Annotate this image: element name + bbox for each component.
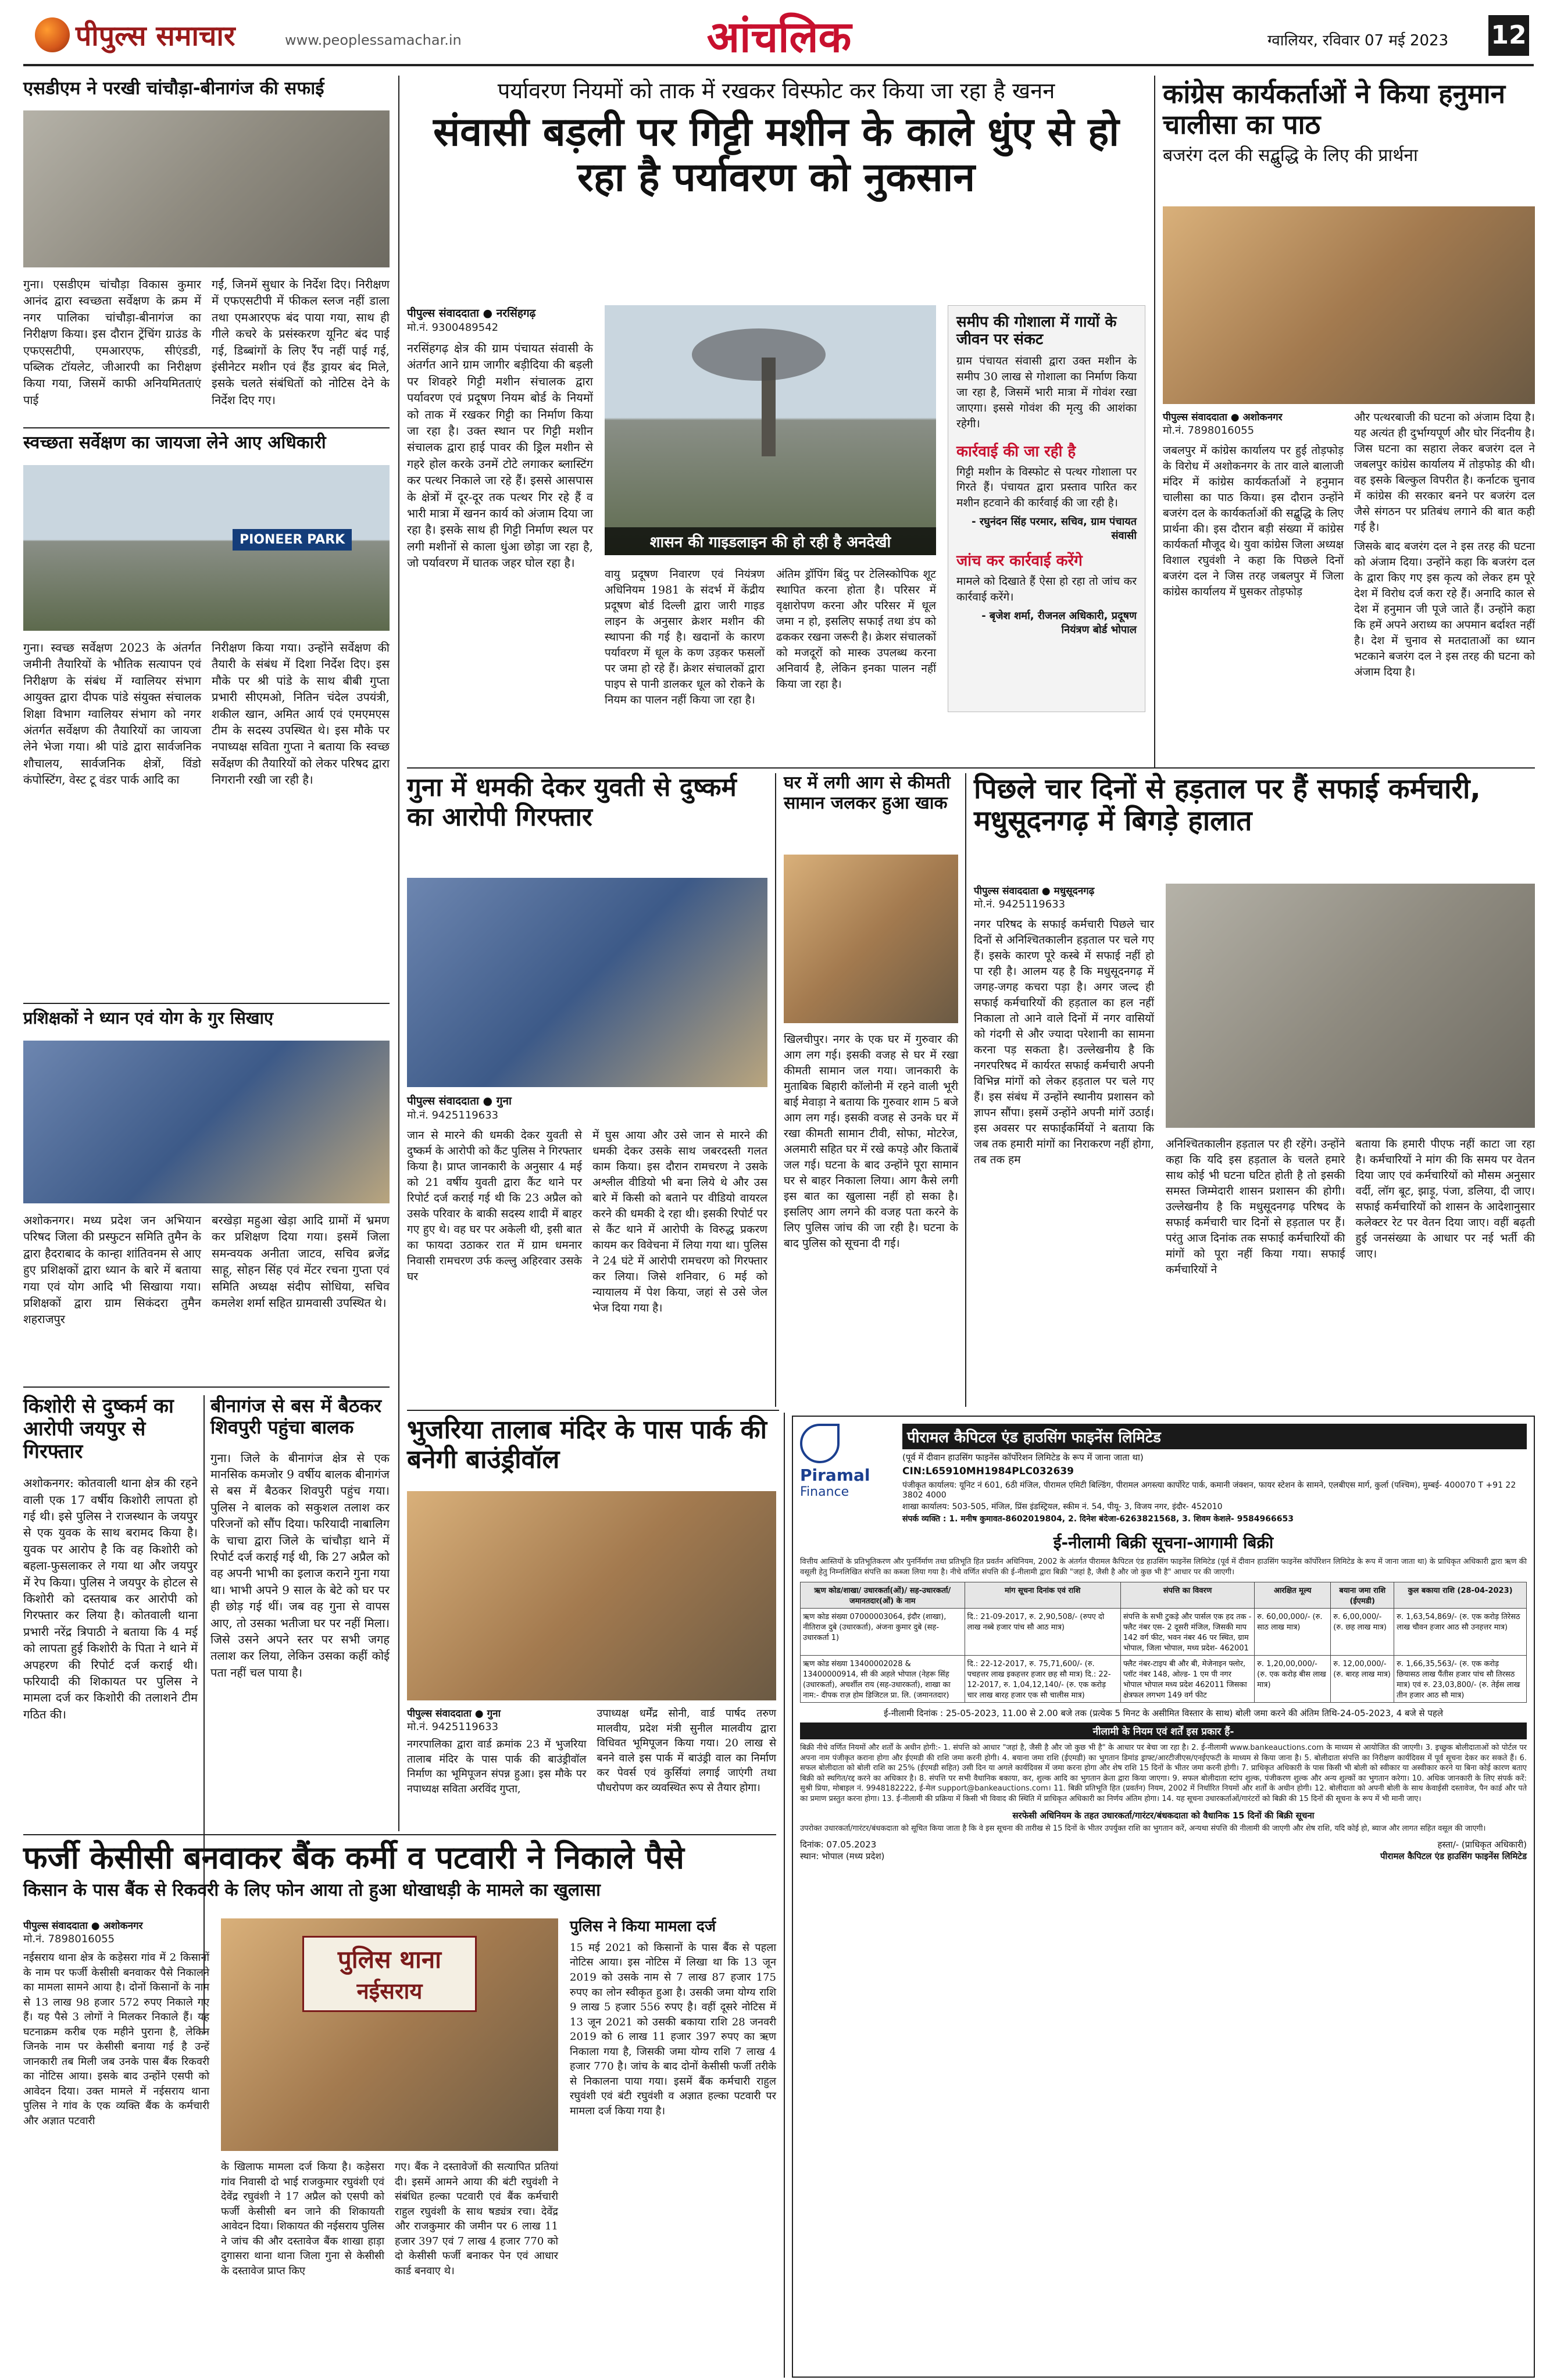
- quote1-name: - रघुनंदन सिंह परमार, सचिव, ग्राम पंचायत संवासी: [972, 516, 1137, 542]
- photo-sign-line2: नईसराय: [356, 1978, 423, 2004]
- story-guna: [407, 773, 767, 1407]
- ad-table-header: ऋण कोड/शाखा/ उधारकर्ता(ओं)/ सह-उधारकर्ता/ जमानतदार(ओं) के नाम: [801, 1582, 965, 1609]
- piramal-logo-subtext: Finance: [800, 1485, 849, 1499]
- horizontal-divider: [407, 1410, 779, 1411]
- table-cell: रु. 1,66,35,563/- (रु. एक करोड़ छियासठ लाख पैंतीस हजार पांच सौ तिरसठ मात्र) एवं रु. 23,03,800/- (रु. तेईस लाख तीन हजार आठ सौ मात्र): [1394, 1656, 1527, 1703]
- story-photo: [784, 855, 958, 1023]
- ad-table-header: मांग सूचना दिनांक एवं राशि: [965, 1582, 1120, 1609]
- story-photo: [221, 1918, 558, 2151]
- ad-signatory1: हस्ता/- (प्राधिकृत अधिकारी): [1437, 1839, 1527, 1850]
- story-byline: पीपुल्स संवाददाता ● मधुसूदनगढ़: [974, 885, 1095, 897]
- story-photo: [407, 878, 767, 1087]
- piramal-logo: [800, 1424, 893, 1499]
- masthead-logo[interactable]: पीपुल्स समाचार: [76, 20, 235, 52]
- story-body: गुना। जिले के बीनागंज क्षेत्र से एक मानसिक कमजोर 9 वर्षीय बालक बीनागंज से बस में बैठकर शिवपुरी पहुंच गया। पुलिस ने बालक को सकुशल तलाश कर परिजनों को सौंप दिया। फरियादी नाबालिग के चाचा द्वारा जिले के चांचौड़ा थाने में रिपोर्ट दर्ज कराई गई थी, कि 27 अप्रैल को वह अपनी भाभी का इलाज कराने गुना गया था। भाभी अपने 9 साल के बेटे को घर पर ही छोड़ गई थीं। जब वह गुना से वापस आए, तो उसका भतीजा घर पर नहीं मिला। जिसे उसने अपने स्तर पर सभी जगह तलाश कर लिया, लेकिन उसका कहीं कोई पता नहीं चल पाया है।: [210, 1450, 390, 1679]
- table-cell: दि.: 21-09-2017, रु. 2,90,508/- (रुपए दो लाख नब्बे हजार पांच सौ आठ मात्र): [965, 1609, 1120, 1656]
- ad-address2: शाखा कार्यालय: 503-505, मंजिल, प्रिंस इंडस्ट्रियल, स्कीम नं. 54, पीयू- 3, विजय नगर, इंदौर- 452010: [902, 1502, 1223, 1511]
- ad-place: स्थान: भोपाल (मध्य प्रदेश): [800, 1850, 885, 1861]
- table-cell: रु. 1,63,54,869/- (रु. एक करोड़ तिरेसठ लाख चौवन हजार आठ सौ उनहत्तर मात्र): [1394, 1609, 1527, 1656]
- lead-body-col3: अंतिम ड्रॉपिंग बिंदु पर टेलिस्कोपिक शूट स्थापित करना होता है। परिसर में वृक्षारोपण करना और परिसर में धूल जमा न हो, इसलिए सफाई तथा डंप को ढककर रखना जरूरी है। क्रेशर संचालकों को मजदूरों को मास्क उपलब्ध करना अनिवार्य है, लेकिन इनका पालन नहीं किया जा रहा है।: [776, 568, 936, 691]
- story-body: अशोकनगर: कोतवाली थाना क्षेत्र की रहने वाली एक 17 वर्षीय किशोरी लापता हो गई थी। इसे पुलिस ने राजस्थान के जयपुर से एक युवक के साथ बरामद किया है। युवक पर आरोप है कि वह किशोरी को बहला-फुसलाकर ले गया था और जयपुर में रेप किया। पुलिस ने जयपुर के होटल से किशोरी को दस्तयाब कर आरोपी को गिरफ्तार कर लिया है। कोतवाली थाना प्रभारी नरेंद्र त्रिपाठी ने बताया कि 4 मई को लापता हुई किशोरी के पिता ने थाने में अपहरण की रिपोर्ट दर्ज कराई थी। फरियादी की शिकायत पर पुलिस ने मामला दर्ज कर किशोरी की तलाशने टीम गठित की।: [23, 1476, 198, 1721]
- ad-table-header: बयाना जमा राशि (ईएमडी): [1331, 1582, 1394, 1609]
- story-gwalior: [23, 433, 390, 1003]
- story-body-col1: गुना। एसडीएम चांचौड़ा विकास कुमार आनंद द्वारा स्वच्छता सर्वेक्षण के क्रम में नगर पालिका चांचौड़ा-बीनागंज का निरीक्षण किया। इस दौरान ट्रेंचिंग ग्राउंड के एफएसटीपी, एमआरएफ, सीएंडडी, पब्लिक टॉयलेट, जीआरपी का निरीक्षण किया गया, जिसमें काफी अनियमितताएं पाई: [23, 277, 201, 407]
- lead-body-col2: वायु प्रदूषण निवारण एवं नियंत्रण अधिनियम 1981 के संदर्भ में केंद्रीय प्रदूषण बोर्ड दिल्ली द्वारा जारी गाइड लाइन के अनुसार क्रेशर मशीन की स्थापना की गई है। खदानों के कारण पर्यावरण में धूल के कण उड़कर फसलों पर जमा हो रहे हैं। क्रेशर संचालकों द्वारा पाइप से पानी डालकर धूल को रोकने के नियम का पालन नहीं किया जा रहा है।: [605, 568, 765, 706]
- table-row: [801, 1609, 1527, 1656]
- story-body-col1: नगरपालिका द्वारा वार्ड क्रमांक 23 में भुजरिया तालाब मंदिर के पास पार्क की बाउंड्रीवॉल निर्माण का भूमिपूजन संपन्न हुआ। इस मौके पर नपाध्यक्ष सविता अरविंद गुप्ता,: [407, 1738, 587, 1795]
- story-photo: [1163, 206, 1535, 404]
- ad-title: पीरामल कैपिटल एंड हाउसिंग फाइनेंस लिमिटेड: [902, 1424, 1527, 1449]
- photo-sign: PIONEER PARK: [233, 529, 352, 551]
- lead-sidebar: [948, 305, 1145, 712]
- masthead-dateline: ग्वालियर, रविवार 07 मई 2023: [1267, 32, 1449, 49]
- sidebar-body: ग्राम पंचायत संवासी द्वारा उक्त मशीन के समीप 30 लाख से गोशाला का निर्माण किया जा रहा है, जिसमें भारी मात्रा में गोवंश रखा जाएगा। इससे गोवंश की मृत्यु की आशंका रहेगी।: [956, 354, 1137, 430]
- ad-piramal: [792, 1416, 1535, 2378]
- story-yoga: [23, 1009, 390, 1386]
- story-body: खिलचीपुर। नगर के एक घर में गुरुवार की आग लग गई। इसकी वजह से घर में रखा कीमती सामान जल गया। जानकारी के मुताबिक बिहारी कॉलोनी में रहने वाली भूरी बाई मेवाड़ा ने बताया कि गुरुवार शाम 5 बजे आग लग गई। इसकी वजह से उनके घर में रखा कीमती सामान टीवी, सोफा, मोटरेज, अलमारी सहित घर में रखे कपड़े और किताबें जल गई। घटना के बाद उन्होंने पूरा सामान घर से बाहर निकाला लिया। आग कैसे लगी इस बात का खुलासा नहीं हो सका है। इसलिए आग लगने की वजह पता करने के लिए पुलिस जांच की जा रही है। घटना के बाद पुलिस को सूचना दी गई।: [784, 1033, 958, 1250]
- story-mobile: मो.नं. 9425119633: [974, 898, 1066, 910]
- story-photo: [23, 1041, 390, 1203]
- page-number: 12: [1488, 15, 1529, 56]
- story-body-col3: गए। बैंक ने दस्तावेजों की सत्यापित प्रतियां दी। इसमें आमने आया की बंटी रघुवंशी ने संबंधित हल्का पटवारी एवं बैंक कर्मचारी राहुल रघुवंशी के साथ षड्यंत्र रचा। देवेंद्र और राजकुमार की जमीन पर 6 लाख 11 हजार 397 एवं 7 लाख 4 हजार 770 को दो केसीसी फर्जी बनाकर पेन एवं आधार कार्ड बनवाए थे।: [395, 2161, 558, 2277]
- lead-mobile: मो.नं. 9300489542: [407, 321, 499, 334]
- ad-terms-heading: नीलामी के नियम एवं शर्तें इस प्रकार हैं-: [800, 1723, 1527, 1739]
- divider: [23, 1386, 390, 1388]
- table-cell: दि.: 22-12-2017, रु. 75,71,600/- (रु. पचहत्तर लाख इकहत्तर हजार छह सौ मात्र) दि.: 22-12-2017, रु. 1,04,12,140/- (रु. एक करोड़ चार लाख बारह हजार एक सौ चालीस मात्र): [965, 1656, 1120, 1703]
- story-body-col1: अशोकनगर। मध्य प्रदेश जन अभियान परिषद जिला की प्रस्फुटन समिति तुमैन के द्वारा हैदराबाद के कान्हा शांतिवनम से आए हुए प्रशिक्षकों द्वारा ध्यान के बारे में बताया गया एवं योग आदि भी सिखाया गया। प्रशिक्षकों द्वारा ग्राम सिकंदरा तुमैन शहराजपुर: [23, 1213, 201, 1327]
- ad-table-header: कुल बकाया राशि (28-04-2023): [1394, 1582, 1527, 1609]
- quote2-text: मामले को दिखाते हैं ऐसा हो रहा तो जांच कर कार्रवाई करेंगे।: [956, 575, 1137, 604]
- story-headline: स्वच्छता सर्वेक्षण का जायजा लेने आए अधिकारी: [23, 433, 326, 453]
- story-body-col2: जिसके बाद बजरंग दल ने इस तरह की घटना को अंजाम दिया। उन्होंने कहा कि बजरंग दल के द्वारा किए गए इस कृत्य को लेकर हम पूरे देश में विरोध दर्ज करा रहे हैं। अनादि काल से देश में हनुमान जी पूजे जाते हैं। उन्होंने कहा कि हमें अपने अराध्य का अपमान बर्दाश्त नहीं है। देश में चुनाव से मतदाताओं का ध्यान भटकाने बजरंग दल ने इस तरह की घटना को अंजाम दिया है।: [1354, 539, 1535, 678]
- story-chanchoda: [23, 78, 390, 421]
- story-headline: एसडीएम ने परखी चांचौड़ा-बीनागंज की सफाई: [23, 78, 324, 99]
- table-row: [801, 1656, 1527, 1703]
- column-divider: [965, 773, 966, 1407]
- masthead-website[interactable]: www.peoplessamachar.in: [285, 32, 462, 48]
- lead-body-col1: नरसिंहगढ़ क्षेत्र की ग्राम पंचायत संवासी के अंतर्गत आने ग्राम जागीर बड़ीदिया की बड़ली पर शिवहरे गिट्टी मशीन संचालक द्वारा पर्यावरण एवं प्रदूषण नियम बोर्ड के नियमों को ताक में रखकर गिट्टी का निर्माण किया जा रहा है। उक्त स्थान पर गिट्टी मशीन संचालक द्वारा हाई पावर की ड्रिल मशीन से गहरे होल करके उनमें टोटे लगाकर ब्लास्टिंग कर पत्थर निकाले जा रहे हैं। इससे आसपास के क्षेत्रों में दूर-दूर तक पत्थर गिर रहे हैं व भारी मात्रा में खनन कार्य को अंजाम दिया जा रहा है। इसके साथ ही गिट्टी निर्माण स्थल पर लगी मशीनों से काला धुंआ छोड़ा जा रहा है, जो पर्यावरण में घातक जहर घोल रहा है।: [407, 341, 593, 570]
- story-body-col2: उपाध्यक्ष धर्मेंद्र सोनी, वार्ड पार्षद तरुण मालवीय, प्रदेश मंत्री सुनील मालवीय द्वारा विधिवत भूमिपूजन किया गया। 20 लाख से बनने वाले इस पार्क में बाउंड्री वाल का निर्माण कर पेवर्स एवं कुर्सियां लगाई जाएंगी तथा पौधरोपण कर व्यवस्थित रूप से तैयार होगा।: [597, 1707, 776, 1794]
- table-cell: रु. 1,20,00,000/- (रु. एक करोड़ बीस लाख मात्र): [1255, 1656, 1331, 1703]
- ad-date: दिनांक: 07.05.2023: [800, 1839, 877, 1850]
- ad-auction-line: ई-नीलामी दिनांक : 25-05-2023, 11.00 से 2.00 बजे तक (प्रत्येक 5 मिनट के असीमित विस्तार के साथ) बोली जमा करने की अंतिम तिथि-24-05-2023, 4 बजे से पहले: [884, 1708, 1443, 1719]
- table-cell: संपत्ति के सभी टुकड़े और पार्सल एक हद तक - फ्लैट नंबर एस- 2 दूसरी मंजिल, जिसकी माप 142 वर्ग फीट, भवन नंबर 46 पर स्थित, ग्राम भोपाल, जिला भोपाल, मध्य प्रदेश- 462001: [1120, 1609, 1254, 1656]
- story-headline: प्रशिक्षकों ने ध्यान एवं योग के गुर सिखाए: [23, 1008, 274, 1028]
- quote2-heading: जांच कर कार्रवाई करेंगे: [956, 552, 1083, 570]
- story-byline: पीपुल्स संवाददाता ● गुना: [407, 1708, 501, 1720]
- story-body-col3: बताया कि हमारी पीएफ नहीं काटा जा रहा है। कर्मचारियों ने मांग की कि समय पर वेतन दिया जाए एवं कर्मचारियों को मौसम अनुसार वर्दी, लॉग बूट, झाड़ू, पंजा, डलिया, दी जाए। सफाई कर्मचारियों को शासन के आदेशानुसार कलेक्टर रेट पर वेतन दिया जाए। वहीं बढ़ती हुई जनसंख्या के आधार पर नई भर्ती की जाए।: [1355, 1138, 1535, 1260]
- ad-footer-note: सरफेसी अधिनियम के तहत उधारकर्ता/गारंटर/बंधकदाता को वैधानिक 15 दिनों की बिक्री सूचना: [1012, 1810, 1315, 1821]
- story-body-col1: जबलपुर में कांग्रेस कार्यालय पर हुई तोड़फोड़ के विरोध में अशोकनगर के तार वाले बालाजी मंदिर में कांग्रेस कार्यकर्ताओं ने हनुमान चालीसा का पाठ किया। इस दौरान उन्होंने बजरंग दल के कार्यकर्ताओं की सद्बुद्धि के लिए प्रार्थना की। इस दौरान बड़ी संख्या में कांग्रेस कार्यकर्ता मौजूद थे। युवा कांग्रेस जिला अध्यक्ष विशाल रघुवंशी ने कहा कि पिछले दिनों बजरंग दल ने जिस तरह जबलपुर में जिला कांग्रेस कार्यालय में घुसकर तोड़फोड़: [1163, 444, 1344, 598]
- lead-kicker: पर्यावरण नियमों को ताक में रखकर विस्फोट कर किया जा रहा है खनन: [497, 78, 1055, 103]
- story-mobile: मो.नं. 9425119633: [407, 1109, 499, 1121]
- horizontal-divider: [407, 767, 1535, 769]
- horizontal-divider: [23, 1834, 776, 1835]
- story-headline: किशोरी से दुष्कर्म का आरोपी जयपुर से गिरफ्तार: [23, 1395, 174, 1464]
- table-cell: रु. 12,00,000/- (रु. बारह लाख मात्र): [1331, 1656, 1394, 1703]
- story-body-col2: में घुस आया और उसे जान से मारने की धमकी देकर उसके साथ जबरदस्ती गलत काम किया। इस दौरान रामचरण ने उसके अश्लील वीडियो भी बना लिये थे और उस बारे में किसी को बताने पर वीडियो वायरल करने की धमकी दे रहा थी। इसकी रिपोर्ट पर से कैंट थाने में आरोपी के विरुद्ध प्रकरण कायम कर विवेचना में लिया गया था। पुलिस ने 24 घंटे में आरोपी रामचरण को गिरफ्तार कर लिया। जिसे शनिवार, 6 मई को न्यायालय में पेश किया, जहां से उसे जेल भेज दिया गया है।: [592, 1129, 767, 1314]
- divider: [23, 1003, 390, 1004]
- masthead-logo-mark: [35, 17, 70, 52]
- lead-photo: [605, 305, 936, 555]
- lead-photo-caption: शासन की गाइडलाइन की हो रही है अनदेखी: [605, 527, 936, 555]
- fraud-sidebar: [570, 1918, 776, 2118]
- story-headline: भुजरिया तालाब मंदिर के पास पार्क की बनेगी बाउंड्रीवॉल: [407, 1415, 767, 1474]
- story-headline: फर्जी केसीसी बनवाकर बैंक कर्मी व पटवारी ने निकाले पैसे: [23, 1839, 684, 1876]
- ad-terms: बिक्री नीचे वर्णित नियमों और शर्तों के अधीन होगी:- 1. संपत्ति को आधार "जहां है, जैसी है और जो कुछ भी है" के आधार पर बेचा जा रहा है। 2. ई-नीलामी www.bankeauctions.com के माध्यम से आयोजित की जाएगी। 3. इच्छुक बोलीदाताओं को पोर्टल पर अपना नाम पंजीकृत कराना होगा और ईएमडी की राशि जमा करनी होगी। 4. बयाना जमा राशि (ईएमडी) का भुगतान डिमांड ड्राफ्ट/आरटीजीएस/एनईएफटी के माध्यम से किया जाना है। 5. बोलीदाता संपत्ति का निरीक्षण कार्यदिवस में पूर्व सूचना देकर कर सकते हैं। 6. सफल बोलीदाता को बोली राशि का 25% (ईएमडी सहित) उसी दिन या अगले कार्यदिवस में जमा करना होगा और शेष राशि 15 दिनों के भीतर जमा करनी होगी। 7. प्राधिकृत अधिकारी के पास किसी भी बोली को स्वीकार या अस्वीकार करने या बिना कोई कारण बताए बिक्री को स्थगित/रद्द करने का अधिकार है। 8. संपत्ति पर सभी वैधानिक बकाया, कर, शुल्क आदि का भुगतान क्रेता द्वारा किया जाएगा। 9. सफल बोलीदाता स्टांप शुल्क, पंजीकरण शुल्क और अन्य शुल्कों का भुगतान करेगा। 10. अधिक जानकारी के लिए संपर्क करें: सुश्री प्रिया, मोबाइल नं. 9948182222, ई-मेल support@bankeauctions.com। 11. बिक्री प्रतिभूति हित (प्रवर्तन) नियम, 2002 में निर्धारित नियमों और शर्तों के अधीन होगी। 12. बोलीदाता को अपनी बोली के साथ केवाईसी दस्तावेज, पैन कार्ड और पते का प्रमाण प्रस्तुत करना होगा। 13. ई-नीलामी की प्रक्रिया में किसी भी विवाद की स्थिति में प्राधिकृत अधिकारी का निर्णय अंतिम होगा। 14. यह सूचना उधारकर्ताओं/गारंटरों को बिक्री की 15 दिनों की सूचना के रूप में भी मानी जाए।: [800, 1743, 1527, 1803]
- table-cell: ऋण कोड संख्या 13400002028 & 13400000914, सी की अहले भोपाल (नेहरू सिंह (उधारकर्ता), अचर्शील राय (सह-उधारकर्ता), शाखा का नाम:- दीपक राज़ होम डिजिटल प्रा. लि. (जमानतदार): [801, 1656, 965, 1703]
- lead-headline: संवासी बड़ली पर गिट्टी मशीन के काले धुंए से हो रहा है पर्यावरण को नुकसान: [433, 109, 1119, 201]
- story-subhead: बजरंग दल की सद्बुद्धि के लिए की प्रार्थना: [1163, 145, 1418, 166]
- photo-sign: [302, 1936, 477, 2012]
- story-byline: पीपुल्स संवाददाता ● गुना: [407, 1095, 512, 1107]
- story-mobile: मो.नं. 7898016055: [23, 1933, 115, 1945]
- ad-address1: पंजीकृत कार्यालय: यूनिट नं 601, 6ठी मंजिल, पीरामल एमिटी बिल्डिंग, पीरामल अगस्त्या कार्पोरेट पार्क, कमानी जंक्शन, फायर स्टेशन के सामने, एलबीएस मार्ग, कुर्ला (पश्चिम), मुम्बई- 400070 T +91 22 3802 4000: [902, 1481, 1516, 1500]
- story-photo: [23, 110, 390, 267]
- ad-table-header: आरक्षित मूल्य: [1255, 1582, 1331, 1609]
- piramal-logo-text: Piramal: [800, 1466, 870, 1485]
- story-body-col2: बरखेड़ा महुआ खेड़ा आदि ग्रामों में भ्रमण कर प्रशिक्षण दिया गया। इसमें जिला समन्वयक अनीता जाटव, सचिव ब्रजेंद्र साहू, सोहन सिंह एवं मेंटर रचना गुप्ता एवं समिति अध्यक्ष संदीप सोधिया, सचिव कमलेश शर्मा सहित ग्रामवासी उपस्थित थे।: [212, 1213, 390, 1310]
- ad-intro: वित्तीय आस्तियों के प्रतिभूतिकरण और पुनर्निर्माण तथा प्रतिभूति हित प्रवर्तन अधिनियम, 2002 के अंतर्गत पीरामल कैपिटल एंड हाउसिंग फाइनेंस लिमिटेड (पूर्व में दीवान हाउसिंग फाइनेंस कॉर्पोरेशन लिमिटेड के रूप में जाना जाता था) के प्राधिकृत अधिकारी द्वारा ऋण की वसूली हेतु निम्नलिखित संपत्ति का कब्जा लिया गया है। नीचे वर्णित संपत्ति की ई-नीलामी द्वारा बिक्री "जहां है, जैसी है और जो कुछ भी है" आधार पर की जाएगी।: [800, 1557, 1527, 1577]
- story-body-col1: नगर परिषद के सफाई कर्मचारी पिछले चार दिनों से अनिश्चितकालीन हड़ताल पर चले गए हैं। इसके कारण पूरे कस्बे में सफाई नहीं हो पा रही है। आलम यह है कि मधुसूदनगढ़ में जगह-जगह कचरा पड़ा है। अगर जल्द ही सफाई कर्मचारियों की हड़ताल का हल नहीं निकाला तो आने वाले दिनों में नगर वासियों को गंदगी से और ज्यादा परेशानी का सामना करना पड़ सकता है। उल्लेखनीय है कि नगरपरिषद में कार्यरत सफाई कर्मचारी अपनी विभिन्न मांगों को लेकर हड़ताल पर चले गए हैं। इस संबंध में उन्होंने स्थानीय प्रशासन को ज्ञापन सौंपा। इसमें उन्होंने अपनी मांगें उठाई। इस अवसर पर सफाईकर्मियों ने बताया कि जब तक हमारी मांगों का निराकरण नहीं होगा, तब तक हम: [974, 918, 1154, 1166]
- divider: [23, 427, 390, 428]
- lead-byline: पीपुल्स संवाददाता ● नरसिंहगढ़: [407, 307, 536, 320]
- story-bhujariya: [407, 1416, 776, 1834]
- ad-footer-text: उपरोक्त उधारकर्ता/गारंटर/बंधकदाता को सूचित किया जाता है कि वे इस सूचना की तारीख से 15 दिनों के भीतर उपर्युक्त राशि का भुगतान करें, अन्यथा संपत्ति की नीलामी की जाएगी और शेष राशि, यदि कोई हो, ब्याज और लागत सहित वसूल की जाएगी।: [800, 1824, 1486, 1834]
- story-congress: [1163, 78, 1535, 764]
- ad-cin: CIN:L65910MH1984PLC032639: [902, 1466, 1074, 1477]
- ad-table: [800, 1582, 1527, 1703]
- story-headline: बीनागंज से बस में बैठकर शिवपुरी पहुंचा बालक: [210, 1395, 382, 1438]
- sidebar-heading: पुलिस ने किया मामला दर्ज: [570, 1918, 716, 1935]
- photo-sign-line1: पुलिस थाना: [337, 1945, 442, 1974]
- story-body-col2: अनिश्चितकालीन हड़ताल पर ही रहेंगे। उन्होंने कहा कि यदि इस हड़ताल के चलते हमारे साथ कोई भी घटना घटित होती है तो इसकी समस्त जिम्मेदारी शासन प्रशासन की होगी। उल्लेखनीय है कि मधुसूदनगढ़ परिषद के सफाई कर्मचारी चार दिनों से हड़ताल पर हैं। परंतु आज दिनांक तक सफाई कर्मचारियों की मांगों को पूरा नहीं किया गया। सफाई कर्मचारियों ने: [1166, 1138, 1345, 1276]
- story-subhead: किसान के पास बैंक से रिकवरी के लिए फोन आया तो हुआ धोखाधड़ी के मामले का खुलासा: [23, 1880, 601, 1901]
- story-fraud: [23, 1840, 776, 2378]
- ad-notice-title: ई-नीलामी बिक्री सूचना-आगामी बिक्री: [1053, 1533, 1274, 1552]
- quote1-heading: कार्रवाई की जा रही है: [956, 442, 1076, 460]
- column-divider: [775, 773, 776, 1407]
- story-body-col2: निरीक्षण किया गया। उन्होंने सर्वेक्षण की तैयारी के संबंध में दिशा निर्देश दिए। इस मौके पर श्री पांडे के साथ बीबी गुप्ता प्रभारी सीएमओ, नितिन चंदेल उपयंत्री, शकील खान, अमित आर्य एवं एमएमएस टीम के सदस्य उपस्थित थे। इस मौके पर नपाध्यक्ष सविता गुप्ता ने बताया कि स्वच्छ सर्वेक्षण की तैयारियों को लेकर परिषद द्वारा निगरानी रखी जा रही है।: [212, 641, 390, 787]
- story-body-col2: गईं, जिनमें सुधार के निर्देश दिए। निरीक्षण में एफएसटीपी में फीकल स्लज नहीं डाला तथा एमआरएफ बंद पाया गया, साथ ही गीले कचरे के प्रसंस्करण यूनिट बंद पाई गई, डिब्बांगों के लिए रैंप नहीं पाई गई, इंसीनेटर मशीन एवं हैंड ड्रायर बंद मिले, इसके चलते संबंधितों को नोटिस देने के निर्देश दिए गए।: [212, 277, 390, 407]
- story-mobile: मो.नं. 7898016055: [1163, 424, 1255, 437]
- ad-contact: संपर्क व्यक्ति : 1. मनीष कुमावत-8602019804, 2. दिनेश बंदेजा-6263821568, 3. शिवम केशले- 9584966653: [902, 1514, 1294, 1524]
- story-headline: कांग्रेस कार्यकर्ताओं ने किया हनुमान चालीसा का पाठ: [1163, 78, 1506, 140]
- lead-story: [407, 78, 1145, 764]
- masthead-rule: [23, 64, 1534, 66]
- table-cell: रु. 6,00,000/- (रु. छह लाख मात्र): [1331, 1609, 1394, 1656]
- story-mobile: मो.नं. 9425119633: [407, 1721, 499, 1733]
- sidebar-body: 15 मई 2021 को किसानों के पास बैंक से पहला नोटिस आया। इस नोटिस में लिखा था कि 13 जून 2019 को उसके नाम से 7 लाख 87 हजार 175 रुपए का लोन स्वीकृत हुआ है। उसकी जमा योग्य राशि 9 लाख 5 हजार 556 रुपए है। वहीं दूसरे नोटिस में 13 जून 2021 को उसकी बकाया राशि 28 जनवरी 2019 को 6 लाख 11 हजार 397 रुपए का ऋण निकाला गया है, जिसकी जमा योग्य राशि 7 लाख 4 हजार 770 है। जांच के बाद दोनों केसीसी फर्जी तरीके से निकालना पाया गया। इसमें बैंक कर्मचारी राहुल रघुवंशी एवं बंटी रघुवंशी व अज्ञात हल्का पटवारी पर मामला दर्ज किया गया है।: [570, 1941, 776, 2117]
- table-cell: ऋण कोड संख्या 07000003064, इंदौर (शाखा), नीतिराज दुबे (उधारकर्ता), अंजना कुमार दुबे (सह-उधारकर्ता 1): [801, 1609, 965, 1656]
- story-byline: पीपुल्स संवाददाता ● अशोकनगर: [1163, 412, 1283, 423]
- column-divider: [398, 76, 399, 1831]
- story-photo: [1166, 884, 1535, 1128]
- story-body-col1: जान से मारने की धमकी देकर युवती से दुष्कर्म के आरोपी को कैंट पुलिस ने गिरफ्तार किया है। प्राप्त जानकारी के अनुसार 4 मई को 21 वर्षीय युवती द्वारा कैंट थाने पर रिपोर्ट दर्ज कराई गई थी कि 23 अप्रैल को उसके परिवार के बाकी सदस्य शादी में बाहर गए हुए थे। वह घर पर अकेली थी, इसी बात का फायदा उठाकर रात में ग्राम धमनार निवासी रामचरण उर्फ कल्लु अहिरवार उसके घर: [407, 1129, 582, 1283]
- story-headline: घर में लगी आग से कीमती सामान जलकर हुआ खाक: [784, 773, 951, 813]
- story-body-col1-top: और पत्थरबाजी की घटना को अंजाम दिया है। यह अत्यंत ही दुर्भाग्यपूर्ण और घोर निंदनीय है। जिस घटना का सहारा लेकर बजरंग दल ने जबलपुर कांग्रेस कार्यालय में तोड़फोड़ की थी। वह इसके बिल्कुल विपरीत है। कर्नाटक चुनाव में कांग्रेस की सरकार बनने पर बजरंग दल जैसे संगठन पर प्रतिबंध लगाने की बात कही गई है।: [1354, 411, 1535, 534]
- story-headline: गुना में धमकी देकर युवती से दुष्कर्म का आरोपी गिरफ्तार: [407, 773, 737, 832]
- story-strike: [974, 773, 1535, 1407]
- piramal-logo-icon: [800, 1424, 840, 1463]
- story-photo: [23, 465, 390, 631]
- story-headline: पिछले चार दिनों से हड़ताल पर हैं सफाई कर्मचारी, मधुसूदनगढ़ में बिगड़े हालात: [974, 773, 1481, 838]
- story-fire: [784, 773, 958, 1407]
- story-body-col2: के खिलाफ मामला दर्ज किया है। कड़ेसरा गांव निवासी दो भाई राजकुमार रघुवंशी एवं देवेंद्र रघुवंशी ने 17 अप्रैल को एसपी को फर्जी केसीसी बन जाने की शिकायती आवेदन दिया। शिकायत की नईसराय पुलिस ने जांच की और दस्तावेज बैंक शाखा हाड़ा दुगासरा थाना थाना जिला गुना से केसीसी के दस्तावेज प्राप्त किए: [221, 2161, 384, 2277]
- sidebar-headline: समीप की गोशाला में गायों के जीवन पर संकट: [956, 313, 1117, 348]
- masthead-section: आंचलिक: [706, 12, 852, 62]
- quote2-name: - बृजेश शर्मा, रीजनल अधिकारी, प्रदूषण नियंत्रण बोर्ड भोपाल: [981, 610, 1137, 637]
- ad-table-header: संपत्ति का विवरण: [1120, 1582, 1254, 1609]
- ad-signatory2: पीरामल कैपिटल एंड हाउसिंग फाइनेंस लिमिटेड: [1380, 1850, 1527, 1861]
- quote1-text: गिट्टी मशीन के विस्फोट से पत्थर गोशाला पर गिरते हैं। पंचायत द्वारा प्रस्ताव पारित कर मशीन हटवाने की कार्रवाई की जा रही है।: [956, 465, 1137, 510]
- story-body-col1: गुना। स्वच्छ सर्वेक्षण 2023 के अंतर्गत जमीनी तैयारियों के भौतिक सत्यापन एवं निरीक्षण के संबंध में ग्वालियर संभाग आयुक्त द्वारा दीपक पांडे संयुक्त संचालक शिक्षा विभाग ग्वालियर संभाग को नगर अंतर्गत सर्वेक्षण की तैयारियों का जायजा लेने भेजा गया। श्री पांडे द्वारा सार्वजनिक शौचालय, सार्वजनिक क्षेत्रों, विंडो कंपोस्टिंग, वेस्ट टू वंडर पार्क आदि का: [23, 641, 201, 787]
- story-photo: [407, 1491, 776, 1700]
- story-byline: पीपुल्स संवाददाता ● अशोकनगर: [23, 1920, 143, 1932]
- masthead: [0, 0, 1557, 70]
- smoke: [692, 328, 826, 381]
- column-divider: [1154, 76, 1155, 767]
- table-cell: फ्लैट नंबर-टाइप बी और बी, मेजेनाइन फ्लोर, प्लॉट नंबर 148, ओल्ड- 1 एम पी नगर भोपाल भोपाल मध्य प्रदेश 462011 जिसका क्षेत्रफल लगभग 149 वर्ग फीट: [1120, 1656, 1254, 1703]
- story-body-col1: नईसराय थाना क्षेत्र के कड़ेसरा गांव में 2 किसानों के नाम पर फर्जी केसीसी बनवाकर पैसे निकालने का मामला सामने आया है। दोनों किसानों के नाम से 13 लाख 98 हजार 572 रुपए निकाले गए हैं। यह पैसे 3 लोगों ने मिलकर निकाले हैं। यह घटनाक्रम करीब एक महीने पुराना है, लेकिन जिनके नाम पर केसीसी बनाया गई है उन्हें जानकारी तब मिली जब उनके पास बैंक रिकवरी का नोटिस आया। इसके बाद उन्होंने एसपी को आवेदन दिया। उक्त मामले में नईसराय थाना पुलिस ने गांव के एक व्यक्ति बैंक के कर्मचारी और अज्ञात पटवारी: [23, 1952, 209, 2128]
- ad-title-note: (पूर्व में दीवान हाउसिंग फाइनेंस कॉर्पोरेशन लिमिटेड के रूप में जाना जाता था): [902, 1452, 1144, 1463]
- column-divider: [784, 1413, 785, 2378]
- table-cell: रु. 60,00,000/- (रु. साठ लाख मात्र): [1255, 1609, 1331, 1656]
